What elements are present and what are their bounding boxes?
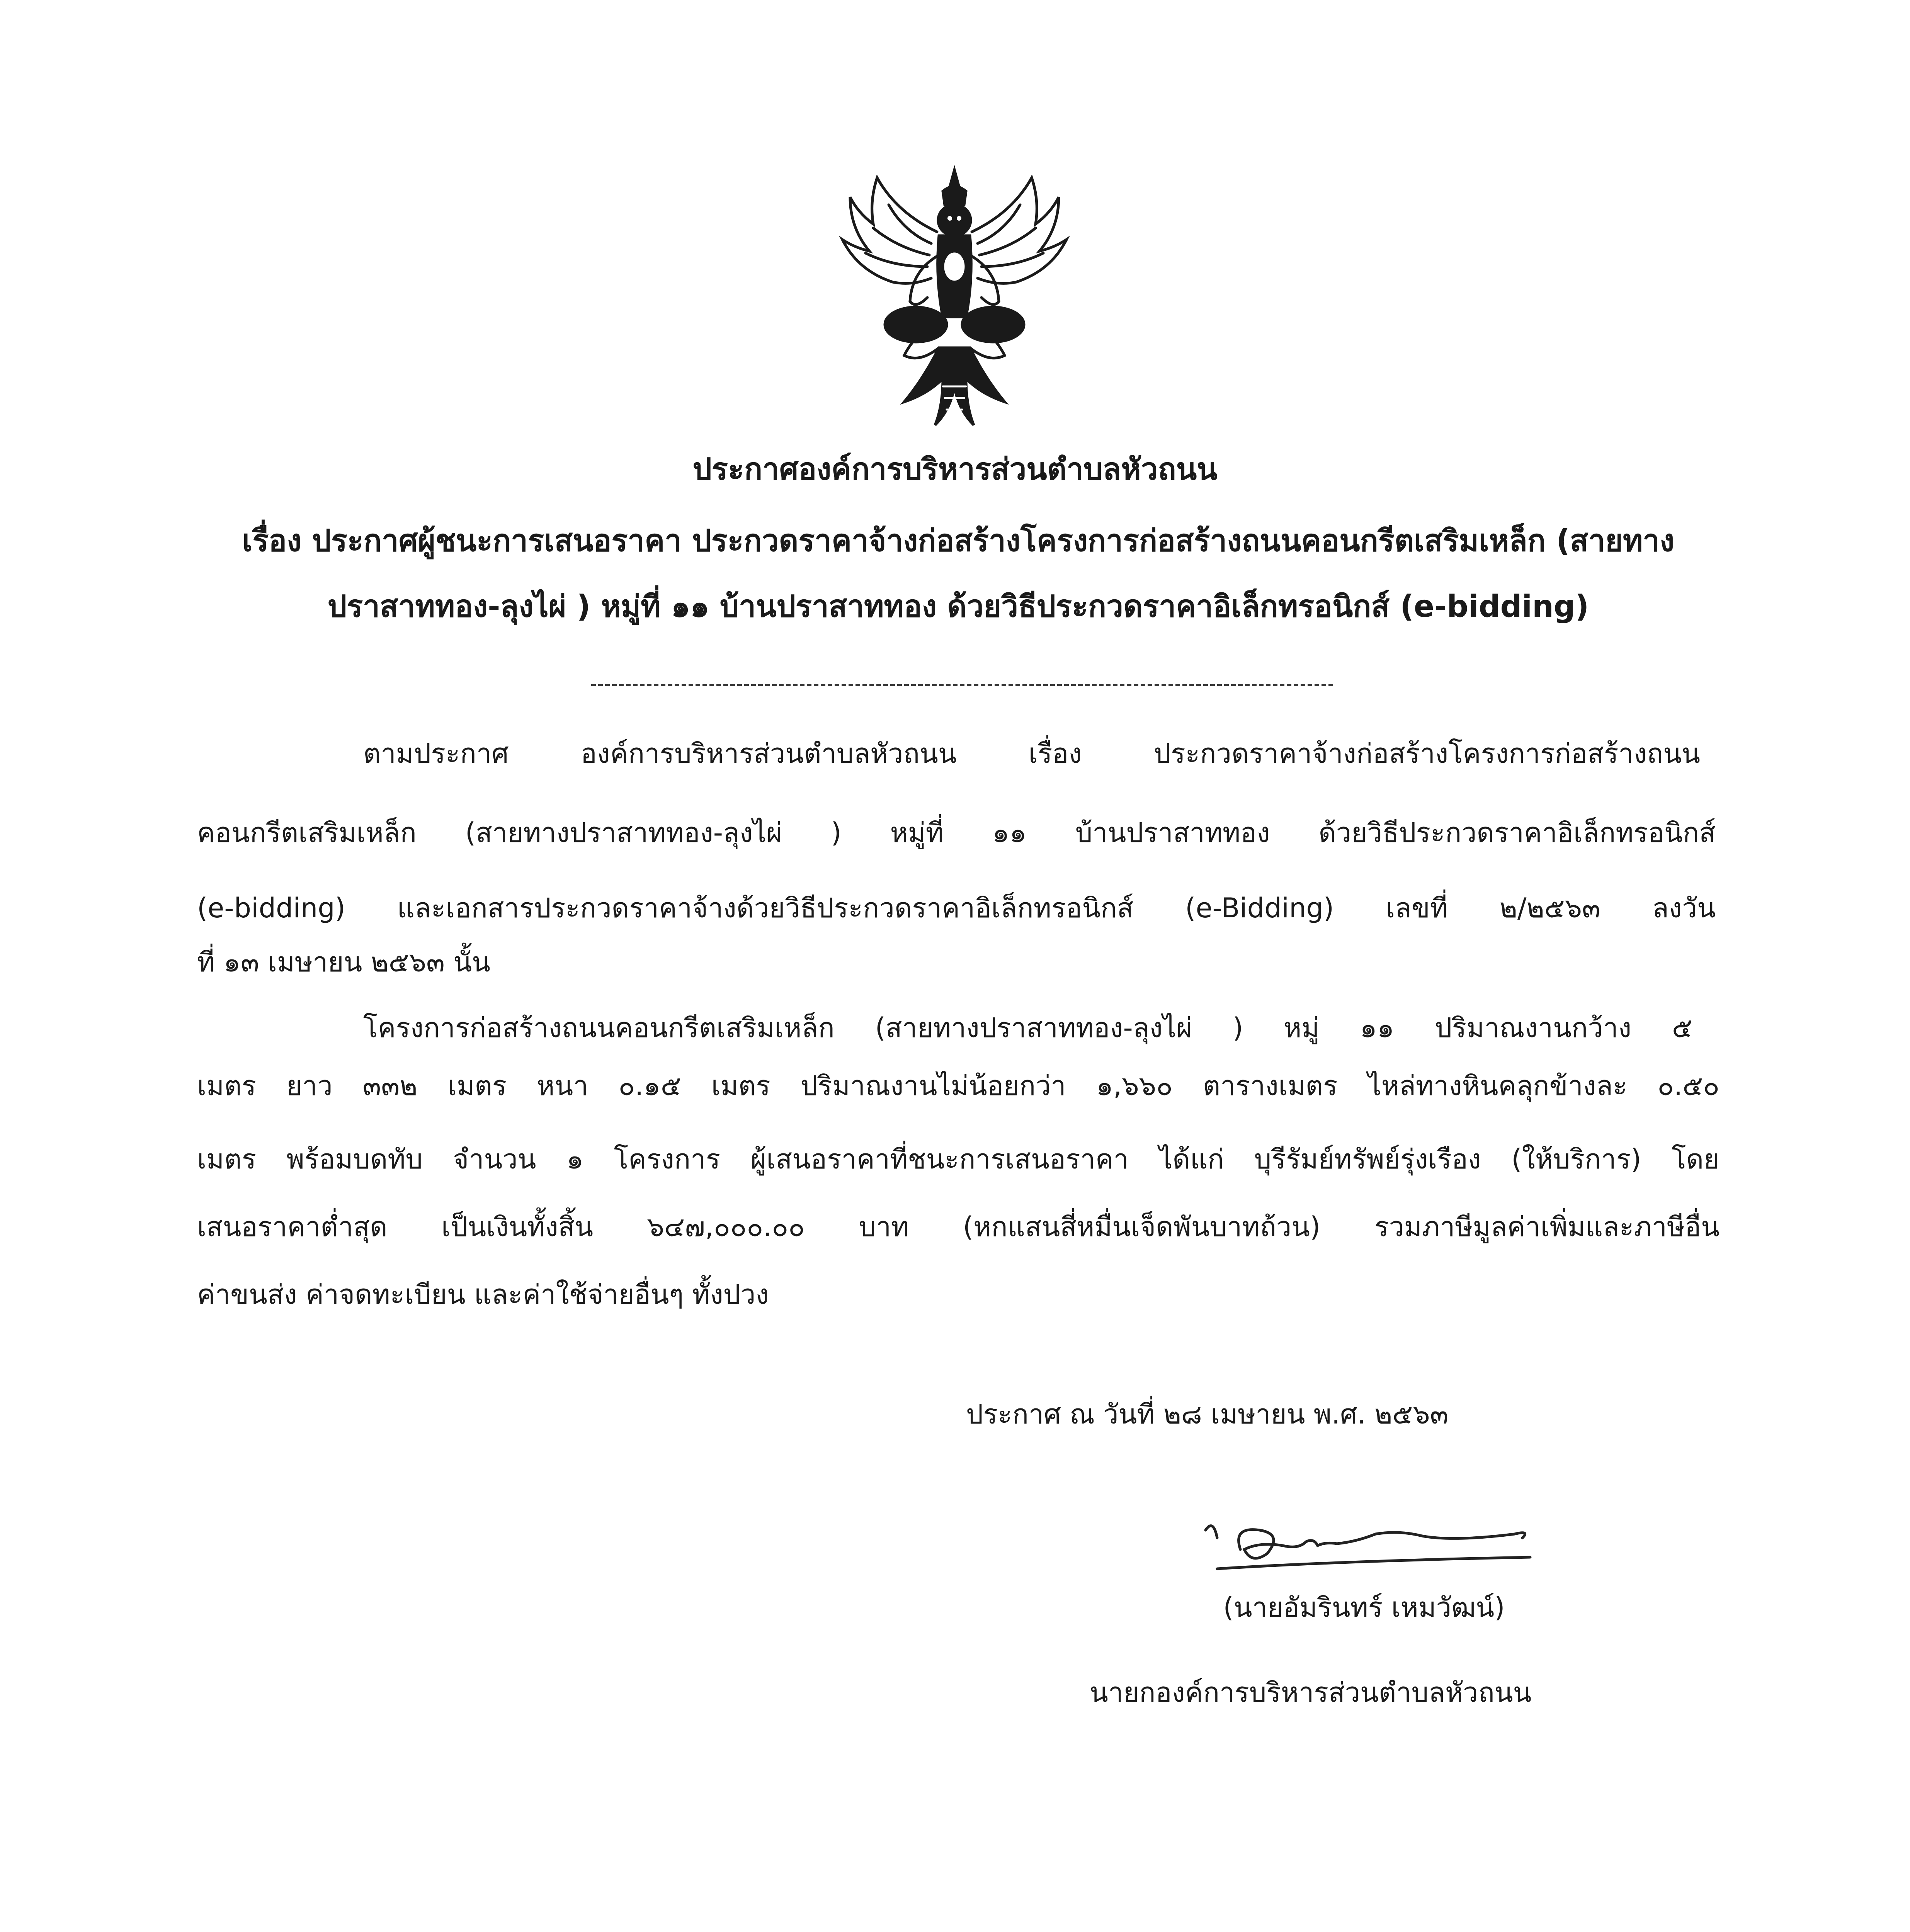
subject-line-1: เรื่อง ประกาศผู้ชนะการเสนอราคา ประกวดราคาจ้างก่อสร้างโครงการก่อสร้างถนนคอนกรีตเสริมเหล็ก (สายทาง [242,524,1675,558]
paragraph2-line: เสนอราคาต่ำสุด เป็นเงินทั้งสิ้น ๖๔๗,๐๐๐.๐๐ บาท (หกแสนสี่หมื่นเจ็ดพันบาทถ้วน) รวมภาษีมูลค่าเพิ่มและภาษีอื่น [197,1211,1720,1243]
signer-title: นายกองค์การบริหารส่วนตำบลหัวถนน [1090,1677,1532,1708]
paragraph2-line: เมตร พร้อมบดทับ จำนวน ๑ โครงการ ผู้เสนอราคาที่ชนะการเสนอราคา ได้แก่ บุรีรัมย์ทรัพย์รุ่งเรือง (ให้บริการ) โดย [197,1143,1720,1175]
paragraph1-line: (e-bidding) และเอกสารประกวดราคาจ้างด้วยวิธีประกวดราคาอิเล็กทรอนิกส์ (e-Bidding) เลขที่ ๒/๒๕๖๓ ลงวัน [197,892,1716,924]
paragraph2-line: โครงการก่อสร้างถนนคอนกรีตเสริมเหล็ก (สายทางปราสาททอง-ลุงไผ่ ) หมู่ ๑๑ ปริมาณงานกว้าง ๕ [363,1012,1692,1044]
paragraph2-line: เมตร ยาว ๓๓๒ เมตร หนา ๐.๑๕ เมตร ปริมาณงานไม่น้อยกว่า ๑,๖๖๐ ตารางเมตร ไหล่ทางหินคลุกข้างละ ๐.๕๐ [197,1070,1720,1102]
announcement-date: ประกาศ ณ วันที่ ๒๘ เมษายน พ.ศ. ๒๕๖๓ [966,1398,1449,1430]
announcement-organization-title: ประกาศองค์การบริหารส่วนตำบลหัวถนน [692,452,1218,487]
paragraph1-line: ที่ ๑๓ เมษายน ๒๕๖๓ นั้น [197,946,490,978]
handwritten-signature [1182,1507,1561,1584]
signer-name: (นายอัมรินทร์ เหมวัฒน์) [1223,1592,1505,1623]
paragraph1-line: คอนกรีตเสริมเหล็ก (สายทางปราสาททอง-ลุงไผ่ ) หมู่ที่ ๑๑ บ้านปราสาททอง ด้วยวิธีประกวดราคาอิเล็กทรอนิกส์ [197,817,1716,849]
subject-line-2: ปราสาททอง-ลุงไผ่ ) หมู่ที่ ๑๑ บ้านปราสาททอง ด้วยวิธีประกวดราคาอิเล็กทรอนิกส์ (e-bidding) [327,589,1589,624]
garuda-emblem-icon [827,155,1082,433]
dashed-divider [591,684,1333,686]
paragraph1-line: ตามประกาศ องค์การบริหารส่วนตำบลหัวถนน เรื่อง ประกวดราคาจ้างก่อสร้างโครงการก่อสร้างถนน [363,738,1700,769]
paragraph2-line: ค่าขนส่ง ค่าจดทะเบียน และค่าใช้จ่ายอื่นๆ ทั้งปวง [197,1279,769,1310]
